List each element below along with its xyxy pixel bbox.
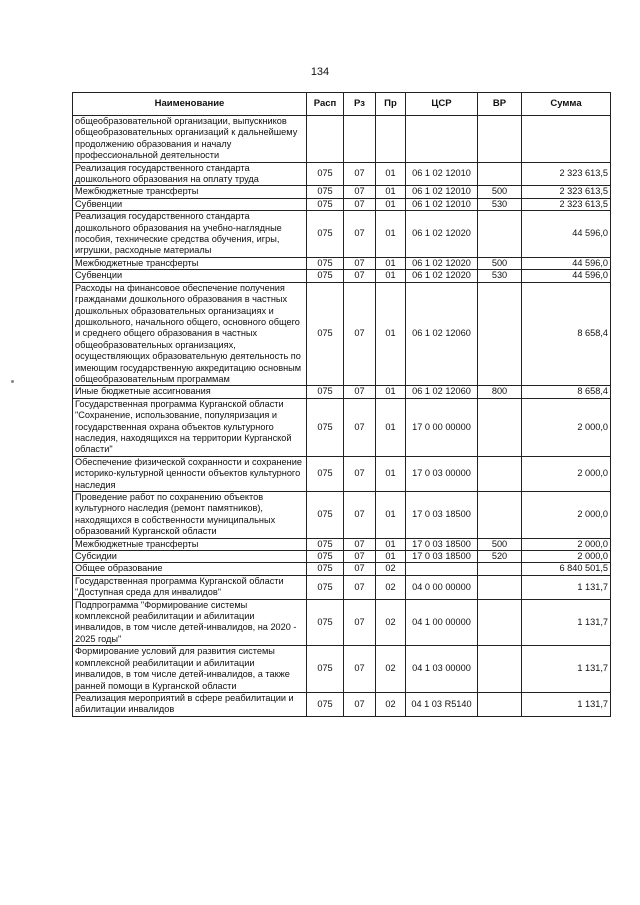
cell-sum: 44 596,0: [522, 257, 611, 269]
cell-name: Реализация государственного стандарта дошкольного образования на учебно-наглядные пособия, технические средства обучения, игры, игрушки, расходные материалы: [73, 211, 307, 258]
cell-vr: [478, 575, 522, 599]
cell-csr: 06 1 02 12020: [406, 257, 478, 269]
cell-rasp: 075: [307, 646, 344, 693]
table-row: [73, 538, 611, 550]
cell-rz: 07: [344, 270, 376, 282]
budget-table: [72, 92, 611, 717]
cell-sum: 2 323 613,5: [522, 198, 611, 210]
cell-name: Общее образование: [73, 563, 307, 575]
cell-name: Межбюджетные трансферты: [73, 257, 307, 269]
cell-sum: 8 658,4: [522, 282, 611, 386]
cell-rz: 07: [344, 456, 376, 491]
cell-vr: [478, 162, 522, 186]
table-row: [73, 551, 611, 563]
cell-name: Проведение работ по сохранению объектов культурного наследия (ремонт памятников), находящихся в собственности муниципальных образований Курганской области: [73, 492, 307, 539]
table-row: [73, 398, 611, 456]
cell-sum: 2 323 613,5: [522, 162, 611, 186]
cell-pr: 01: [376, 492, 406, 539]
cell-rasp: [307, 116, 344, 163]
cell-pr: 01: [376, 211, 406, 258]
cell-name: Государственная программа Курганской области "Доступная среда для инвалидов": [73, 575, 307, 599]
cell-rasp: 075: [307, 162, 344, 186]
cell-pr: 01: [376, 398, 406, 456]
cell-csr: 17 0 03 18500: [406, 538, 478, 550]
cell-name: Формирование условий для развития системы комплексной реабилитации и абилитации инвалидов, в том числе детей-инвалидов, а также ранней помощи в Курганской области: [73, 646, 307, 693]
table-row: [73, 282, 611, 386]
cell-sum: 2 000,0: [522, 551, 611, 563]
cell-name: Обеспечение физической сохранности и сохранение историко-культурной ценности объектов культурного наследия: [73, 456, 307, 491]
cell-rasp: 075: [307, 198, 344, 210]
cell-rz: 07: [344, 211, 376, 258]
cell-sum: 1 131,7: [522, 575, 611, 599]
cell-csr: 17 0 00 00000: [406, 398, 478, 456]
cell-rasp: 075: [307, 186, 344, 198]
table-row: [73, 198, 611, 210]
header-vr: ВР: [478, 93, 522, 116]
cell-rz: 07: [344, 198, 376, 210]
table-row: [73, 186, 611, 198]
cell-pr: 01: [376, 257, 406, 269]
cell-rasp: 075: [307, 398, 344, 456]
cell-vr: [478, 492, 522, 539]
cell-vr: 530: [478, 198, 522, 210]
cell-csr: [406, 116, 478, 163]
header-csr: ЦСР: [406, 93, 478, 116]
cell-vr: [478, 563, 522, 575]
cell-pr: 02: [376, 563, 406, 575]
cell-rz: 07: [344, 186, 376, 198]
header-rasp: Расп: [307, 93, 344, 116]
cell-csr: 04 1 03 00000: [406, 646, 478, 693]
table-row: [73, 575, 611, 599]
cell-vr: [478, 692, 522, 716]
cell-sum: 1 131,7: [522, 646, 611, 693]
cell-vr: [478, 599, 522, 646]
cell-name: Межбюджетные трансферты: [73, 186, 307, 198]
cell-vr: 500: [478, 186, 522, 198]
cell-pr: 01: [376, 282, 406, 386]
cell-sum: 2 323 613,5: [522, 186, 611, 198]
cell-rz: 07: [344, 282, 376, 386]
cell-pr: [376, 116, 406, 163]
cell-pr: 01: [376, 456, 406, 491]
cell-pr: 02: [376, 575, 406, 599]
cell-rasp: 075: [307, 282, 344, 386]
cell-vr: 500: [478, 257, 522, 269]
cell-rz: 07: [344, 162, 376, 186]
cell-vr: 500: [478, 538, 522, 550]
table-row: [73, 270, 611, 282]
table-row: [73, 116, 611, 163]
cell-rasp: 075: [307, 599, 344, 646]
cell-csr: 17 0 03 18500: [406, 551, 478, 563]
cell-csr: 06 1 02 12060: [406, 282, 478, 386]
cell-csr: 04 1 03 R5140: [406, 692, 478, 716]
table-row: [73, 386, 611, 398]
cell-sum: [522, 116, 611, 163]
table-row: [73, 257, 611, 269]
table-row: [73, 162, 611, 186]
cell-vr: 520: [478, 551, 522, 563]
cell-pr: 01: [376, 162, 406, 186]
cell-rasp: 075: [307, 575, 344, 599]
cell-name: Межбюджетные трансферты: [73, 538, 307, 550]
cell-name: общеобразовательной организации, выпускников общеобразовательных организаций к дальнейшему продолжению образования и началу профессиональной деятельности: [73, 116, 307, 163]
cell-sum: 2 000,0: [522, 492, 611, 539]
cell-rasp: 075: [307, 211, 344, 258]
cell-rasp: 075: [307, 692, 344, 716]
cell-rz: [344, 116, 376, 163]
cell-pr: 01: [376, 186, 406, 198]
cell-vr: [478, 398, 522, 456]
cell-name: Расходы на финансовое обеспечение получения гражданами дошкольного образования в частных дошкольных образовательных организациях и дошкольного, начального общего, основного общего и среднего общего образования в частных общеобразовательных организациях, осуществляющих образовательную деятельность по имеющим государственную аккредитацию основным общеобразовательным программам: [73, 282, 307, 386]
table-row: [73, 456, 611, 491]
table-row: [73, 211, 611, 258]
cell-rasp: 075: [307, 270, 344, 282]
cell-csr: 06 1 02 12020: [406, 211, 478, 258]
cell-rasp: 075: [307, 456, 344, 491]
cell-rasp: 075: [307, 563, 344, 575]
cell-name: Субвенции: [73, 198, 307, 210]
cell-pr: 02: [376, 692, 406, 716]
header-sum: Сумма: [522, 93, 611, 116]
table-row: [73, 692, 611, 716]
cell-sum: 2 000,0: [522, 456, 611, 491]
cell-csr: 17 0 03 18500: [406, 492, 478, 539]
cell-rz: 07: [344, 575, 376, 599]
cell-rasp: 075: [307, 386, 344, 398]
cell-rz: 07: [344, 538, 376, 550]
cell-rasp: 075: [307, 492, 344, 539]
cell-rz: 07: [344, 563, 376, 575]
cell-csr: 04 0 00 00000: [406, 575, 478, 599]
cell-sum: 44 596,0: [522, 211, 611, 258]
cell-vr: [478, 116, 522, 163]
cell-csr: 06 1 02 12010: [406, 186, 478, 198]
cell-csr: 04 1 00 00000: [406, 599, 478, 646]
table-row: [73, 646, 611, 693]
cell-pr: 02: [376, 599, 406, 646]
cell-rz: 07: [344, 386, 376, 398]
cell-pr: 01: [376, 538, 406, 550]
cell-name: Субвенции: [73, 270, 307, 282]
cell-rz: 07: [344, 257, 376, 269]
table-row: [73, 599, 611, 646]
margin-mark: [11, 380, 14, 383]
cell-csr: [406, 563, 478, 575]
table-header-row: [73, 93, 611, 116]
cell-rz: 07: [344, 398, 376, 456]
cell-name: Иные бюджетные ассигнования: [73, 386, 307, 398]
cell-vr: [478, 211, 522, 258]
cell-vr: [478, 456, 522, 491]
header-rz: Рз: [344, 93, 376, 116]
cell-name: Реализация мероприятий в сфере реабилитации и абилитации инвалидов: [73, 692, 307, 716]
cell-pr: 01: [376, 270, 406, 282]
cell-rasp: 075: [307, 551, 344, 563]
table-row: [73, 563, 611, 575]
cell-sum: 8 658,4: [522, 386, 611, 398]
cell-rz: 07: [344, 646, 376, 693]
header-pr: Пр: [376, 93, 406, 116]
cell-rz: 07: [344, 551, 376, 563]
cell-rasp: 075: [307, 538, 344, 550]
cell-rz: 07: [344, 599, 376, 646]
cell-sum: 1 131,7: [522, 692, 611, 716]
cell-sum: 6 840 501,5: [522, 563, 611, 575]
cell-csr: 06 1 02 12060: [406, 386, 478, 398]
cell-sum: 44 596,0: [522, 270, 611, 282]
table-row: [73, 492, 611, 539]
cell-name: Подпрограмма "Формирование системы комплексной реабилитации и абилитации инвалидов, в том числе детей-инвалидов, на 2020 - 2025 годы": [73, 599, 307, 646]
cell-vr: 800: [478, 386, 522, 398]
cell-pr: 01: [376, 386, 406, 398]
cell-name: Государственная программа Курганской области "Сохранение, использование, популяризация и государственная охрана объектов культурного наследия, находящихся на территории Курганской области": [73, 398, 307, 456]
cell-csr: 06 1 02 12010: [406, 198, 478, 210]
cell-sum: 2 000,0: [522, 398, 611, 456]
cell-csr: 06 1 02 12010: [406, 162, 478, 186]
cell-vr: [478, 646, 522, 693]
cell-name: Реализация государственного стандарта дошкольного образования на оплату труда: [73, 162, 307, 186]
cell-rasp: 075: [307, 257, 344, 269]
cell-sum: 1 131,7: [522, 599, 611, 646]
header-name: Наименование: [73, 93, 307, 116]
cell-csr: 17 0 03 00000: [406, 456, 478, 491]
cell-vr: 530: [478, 270, 522, 282]
cell-pr: 01: [376, 198, 406, 210]
cell-rz: 07: [344, 492, 376, 539]
cell-vr: [478, 282, 522, 386]
cell-name: Субсидии: [73, 551, 307, 563]
page-number: 134: [310, 66, 330, 78]
cell-csr: 06 1 02 12020: [406, 270, 478, 282]
cell-rz: 07: [344, 692, 376, 716]
cell-pr: 02: [376, 646, 406, 693]
cell-sum: 2 000,0: [522, 538, 611, 550]
cell-pr: 01: [376, 551, 406, 563]
